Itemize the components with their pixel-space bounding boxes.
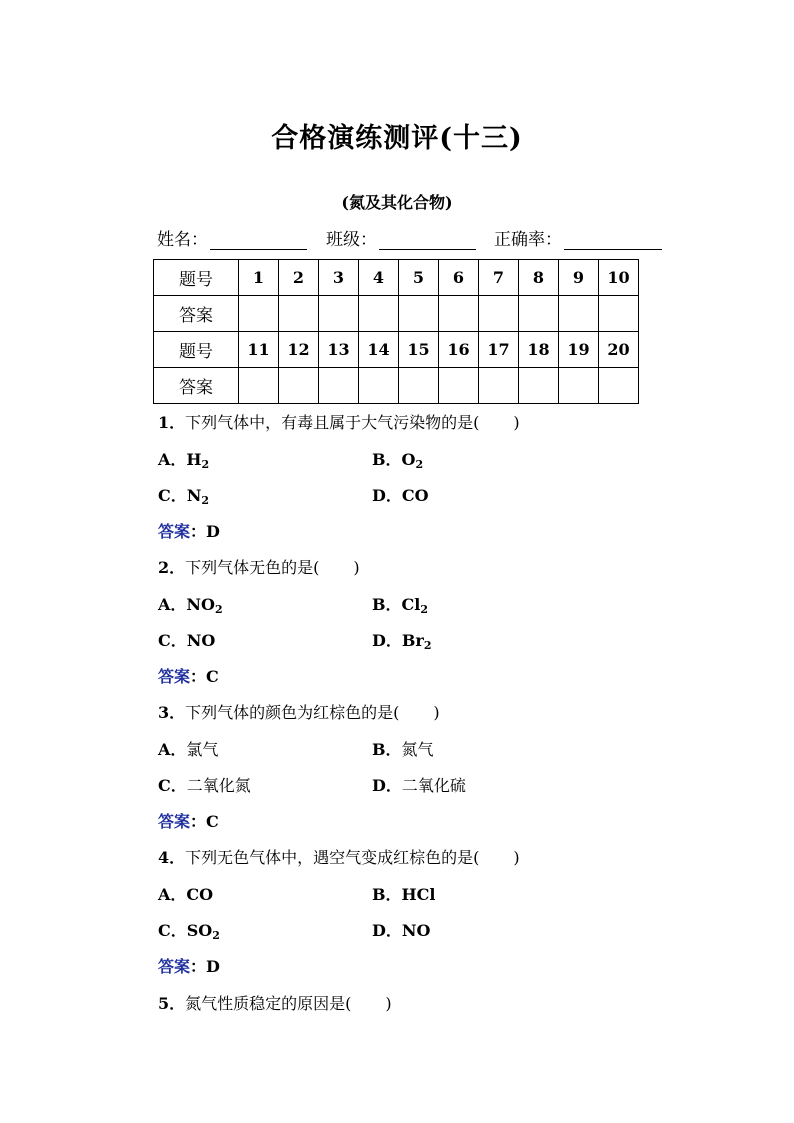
rate-label: 正确率： <box>494 230 562 250</box>
answer-label: 答案 <box>158 667 191 686</box>
question-number: 2． <box>158 558 186 577</box>
question-number: 16 <box>439 332 479 368</box>
answer-cell[interactable] <box>359 296 399 332</box>
answer-label: 答案 <box>158 957 191 976</box>
option-text: CO <box>401 486 429 505</box>
class-field <box>326 225 476 250</box>
question-number: 1 <box>239 260 279 296</box>
answer-3 <box>158 811 219 833</box>
option-label: B． <box>372 740 402 759</box>
name-label: 姓名： <box>157 230 208 250</box>
option-c <box>158 775 251 797</box>
answer-cell[interactable] <box>399 296 439 332</box>
option-label: C． <box>158 921 187 940</box>
option-text: Br <box>401 631 424 650</box>
rate-field <box>494 225 662 250</box>
option-a <box>158 739 218 761</box>
answer-row-2 <box>154 368 639 404</box>
option-subscript: 2 <box>201 458 210 471</box>
question-number: 18 <box>519 332 559 368</box>
option-c <box>158 630 215 652</box>
question-text: 氮气性质稳定的原因是( <box>185 994 352 1013</box>
question-number: 1． <box>158 413 186 432</box>
option-d <box>372 775 466 797</box>
option-b <box>372 449 423 476</box>
option-text: NO <box>186 595 215 614</box>
option-subscript: 2 <box>214 603 223 616</box>
answer-cell[interactable] <box>599 368 639 404</box>
name-field <box>157 225 307 250</box>
class-blank <box>379 231 476 250</box>
answer-cell[interactable] <box>559 368 599 404</box>
answer-cell[interactable] <box>399 368 439 404</box>
option-b <box>372 594 428 621</box>
question-number: 3 <box>319 260 359 296</box>
option-label: A． <box>158 885 187 904</box>
option-label: D． <box>372 776 402 795</box>
question-number: 6 <box>439 260 479 296</box>
option-subscript: 2 <box>415 458 424 471</box>
option-text: 二氧化氮 <box>186 776 251 795</box>
option-text: NO <box>401 921 431 940</box>
answer-cell[interactable] <box>239 296 279 332</box>
answer-value: ：D <box>190 957 220 976</box>
question-number: 19 <box>559 332 599 368</box>
question-1 <box>158 412 520 434</box>
answer-value: ：C <box>190 812 219 831</box>
question-number: 10 <box>599 260 639 296</box>
option-b <box>372 739 434 761</box>
question-5 <box>158 993 392 1015</box>
option-text: Cl <box>401 595 421 614</box>
answer-cell[interactable] <box>359 368 399 404</box>
answer-cell[interactable] <box>559 296 599 332</box>
option-label: C． <box>158 776 187 795</box>
question-number: 9 <box>559 260 599 296</box>
option-text: O <box>401 450 416 469</box>
answer-cell[interactable] <box>519 296 559 332</box>
question-number: 15 <box>399 332 439 368</box>
answer-2 <box>158 666 219 688</box>
answer-cell[interactable] <box>599 296 639 332</box>
question-number: 12 <box>279 332 319 368</box>
option-c <box>158 920 220 947</box>
question-number: 14 <box>359 332 399 368</box>
question-paren-close: ) <box>385 994 392 1013</box>
answer-cell[interactable] <box>279 296 319 332</box>
question-number: 13 <box>319 332 359 368</box>
answer-grid <box>153 259 639 404</box>
answer-cell[interactable] <box>479 368 519 404</box>
question-number: 2 <box>279 260 319 296</box>
row-label-number: 题号 <box>154 260 239 296</box>
answer-4 <box>158 956 220 978</box>
question-text: 下列气体无色的是( <box>185 558 320 577</box>
option-text: H <box>186 450 202 469</box>
option-label: C． <box>158 631 187 650</box>
question-text: 下列无色气体中，遇空气变成红棕色的是( <box>185 848 480 867</box>
question-number: 5 <box>399 260 439 296</box>
option-d <box>372 630 432 657</box>
name-blank <box>210 231 307 250</box>
question-text: 下列气体中，有毒且属于大气污染物的是( <box>185 413 480 432</box>
option-label: D． <box>372 486 402 505</box>
row-label-answer: 答案 <box>154 296 239 332</box>
option-label: B． <box>372 595 402 614</box>
answer-value: ：D <box>190 522 220 541</box>
question-paren-close: ) <box>513 413 520 432</box>
question-4 <box>158 847 520 869</box>
option-subscript: 2 <box>420 603 428 616</box>
question-number: 4． <box>158 848 186 867</box>
question-number: 4 <box>359 260 399 296</box>
option-label: A． <box>158 740 187 759</box>
option-label: B． <box>372 450 402 469</box>
answer-value: ：C <box>190 667 219 686</box>
question-paren-close: ) <box>513 848 520 867</box>
row-label-number: 题号 <box>154 332 239 368</box>
question-paren-close: ) <box>353 558 360 577</box>
question-3 <box>158 702 440 724</box>
option-b <box>372 884 435 906</box>
option-label: C． <box>158 486 187 505</box>
row-label-answer: 答案 <box>154 368 239 404</box>
option-label: D． <box>372 631 402 650</box>
answer-cell[interactable] <box>479 296 519 332</box>
option-a <box>158 594 223 621</box>
option-subscript: 2 <box>201 494 210 507</box>
question-paren-close: ) <box>433 703 440 722</box>
question-2 <box>158 557 360 579</box>
answer-cell[interactable] <box>239 368 279 404</box>
option-text: CO <box>186 885 214 904</box>
option-text: 氯气 <box>186 740 219 759</box>
option-text: SO <box>186 921 213 940</box>
number-row-2 <box>154 332 639 368</box>
option-text: N <box>186 486 202 505</box>
option-label: A． <box>158 450 187 469</box>
option-text: 氮气 <box>401 740 434 759</box>
option-label: B． <box>372 885 402 904</box>
option-d <box>372 920 430 942</box>
student-info-line <box>157 225 677 249</box>
option-text: HCl <box>401 885 436 904</box>
option-a <box>158 884 213 906</box>
answer-cell[interactable] <box>519 368 559 404</box>
answer-1 <box>158 521 220 543</box>
answer-cell[interactable] <box>319 368 359 404</box>
question-number: 17 <box>479 332 519 368</box>
option-a <box>158 449 209 476</box>
option-d <box>372 485 429 507</box>
option-c <box>158 485 209 512</box>
answer-label: 答案 <box>158 522 191 541</box>
question-number: 8 <box>519 260 559 296</box>
option-text: 二氧化硫 <box>401 776 466 795</box>
answer-cell[interactable] <box>439 368 479 404</box>
answer-label: 答案 <box>158 812 191 831</box>
option-subscript: 2 <box>423 639 432 652</box>
question-text: 下列气体的颜色为红棕色的是( <box>185 703 400 722</box>
answer-cell[interactable] <box>319 296 359 332</box>
question-number: 7 <box>479 260 519 296</box>
question-number: 3． <box>158 703 186 722</box>
answer-cell[interactable] <box>439 296 479 332</box>
question-number: 5． <box>158 994 186 1013</box>
question-number: 11 <box>239 332 279 368</box>
question-number: 20 <box>599 332 639 368</box>
option-label: D． <box>372 921 402 940</box>
option-label: A． <box>158 595 187 614</box>
option-subscript: 2 <box>212 929 220 942</box>
option-text: NO <box>186 631 216 650</box>
page-title: 合格演练测评(十三) <box>271 123 523 154</box>
answer-cell[interactable] <box>279 368 319 404</box>
rate-blank <box>564 231 662 250</box>
page-subtitle: (氮及其化合物) <box>341 193 453 212</box>
number-row-1 <box>154 260 639 296</box>
answer-row-1 <box>154 296 639 332</box>
class-label: 班级： <box>326 230 377 250</box>
